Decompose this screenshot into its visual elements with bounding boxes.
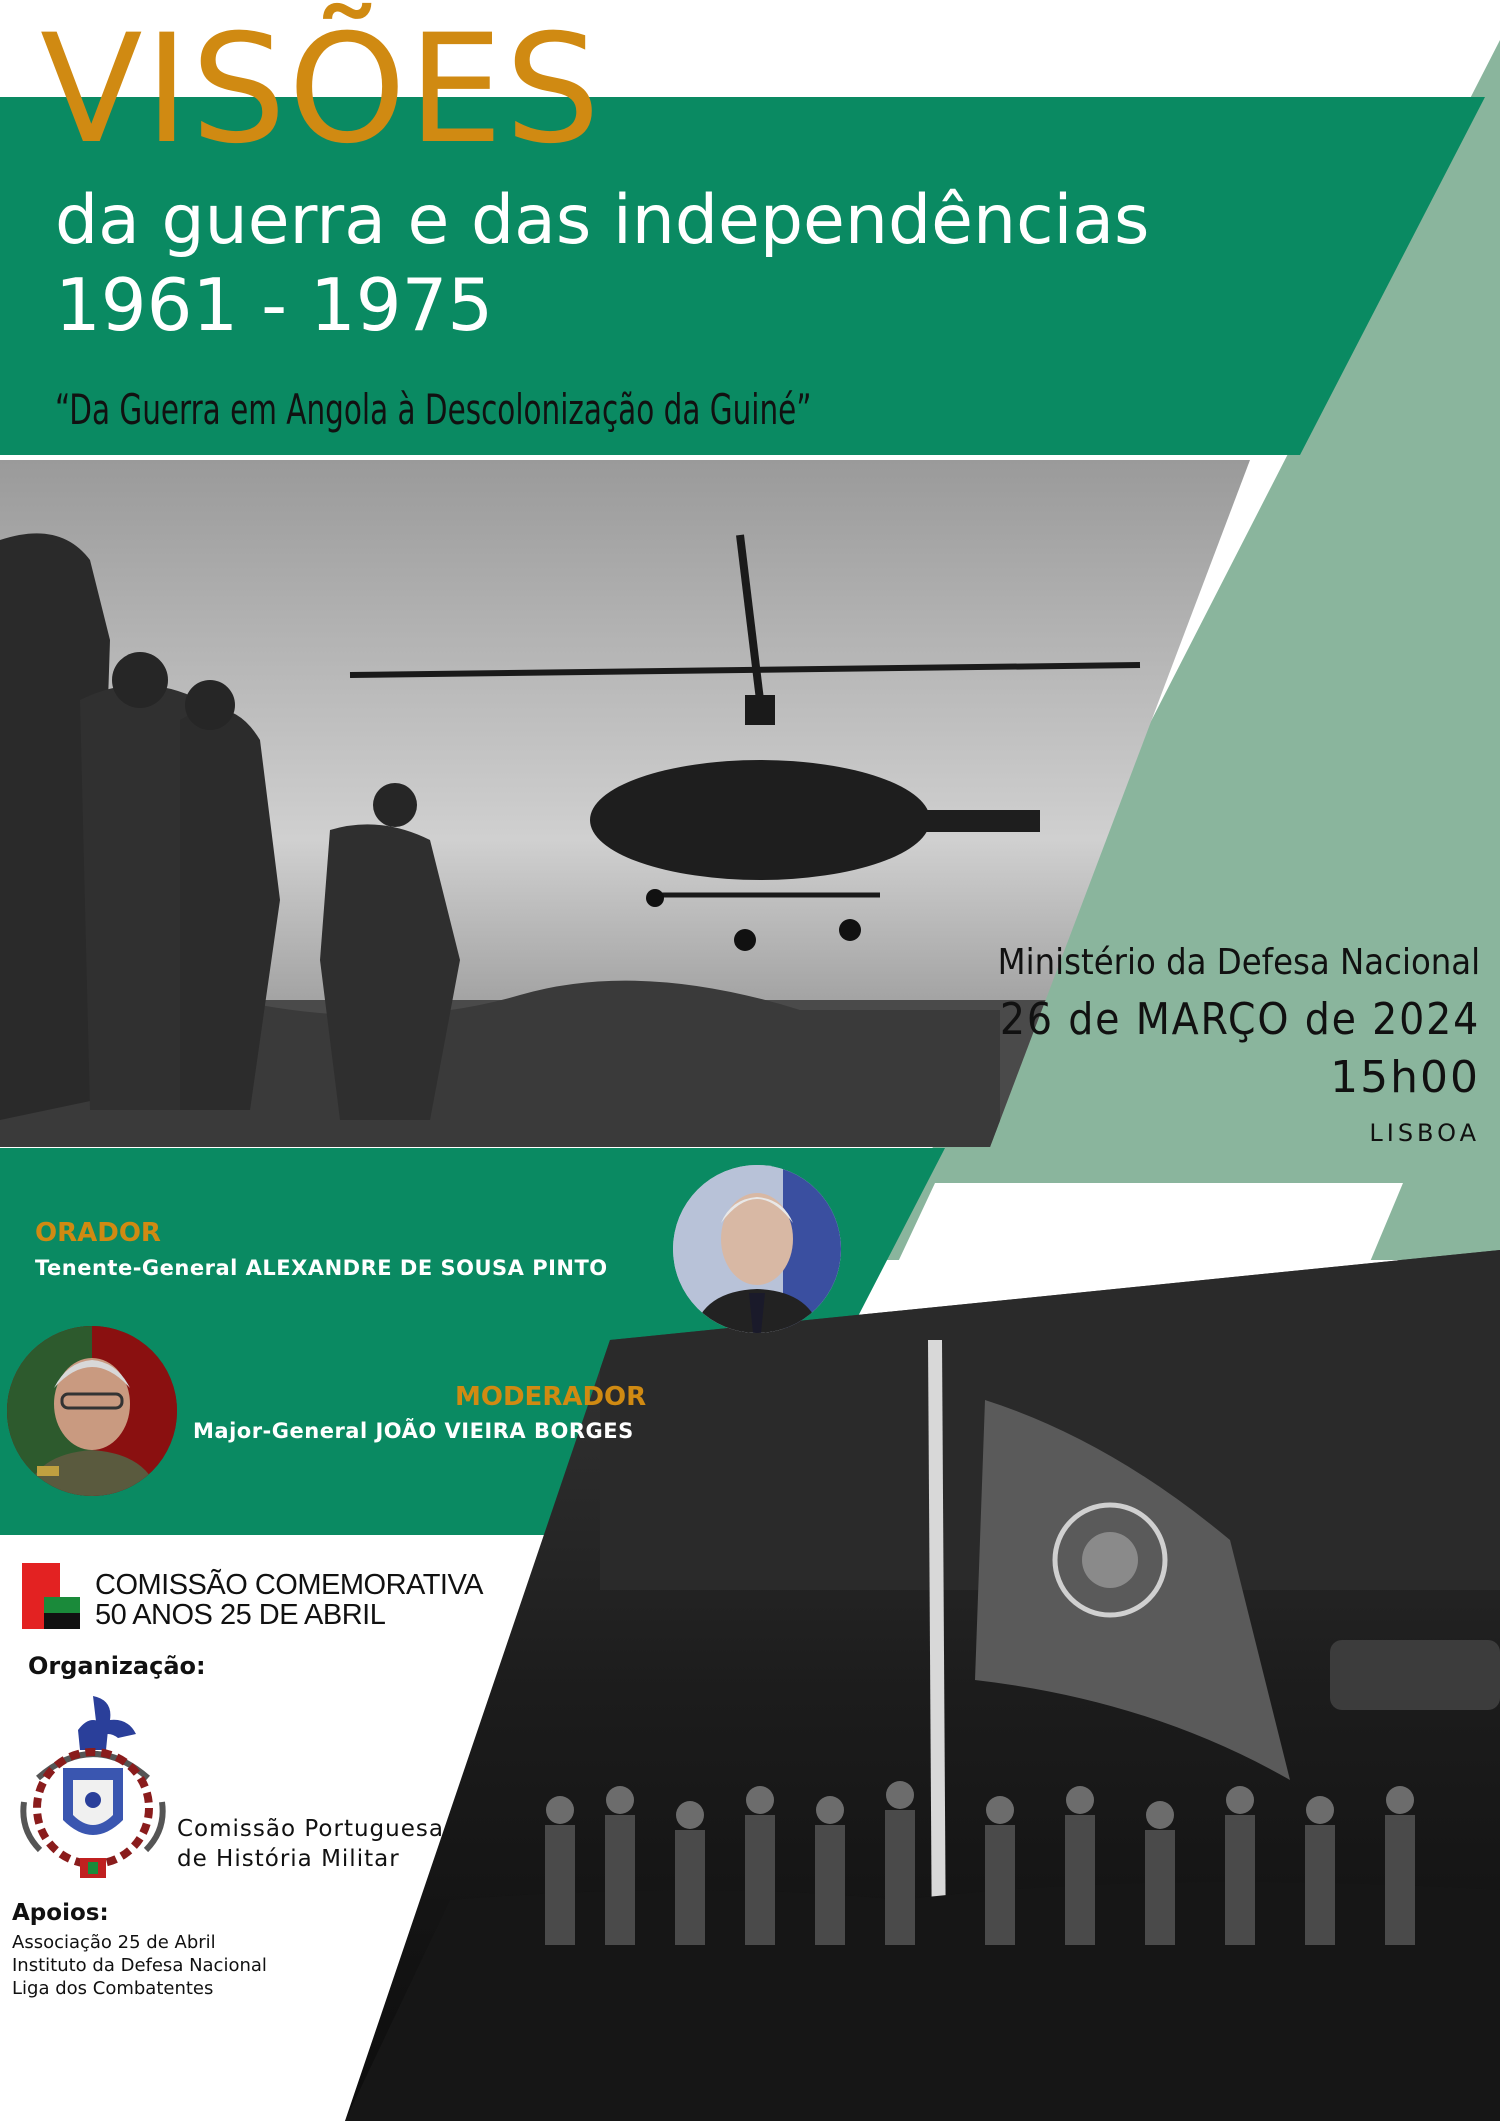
venue-block	[944, 935, 1480, 1155]
moderador-avatar	[7, 1326, 177, 1496]
moderador-label: MODERADOR	[455, 1382, 647, 1412]
commission-logo-icon	[22, 1563, 82, 1631]
commission-name	[95, 1570, 483, 1630]
venue-place: Ministério da Defesa Nacional	[997, 942, 1480, 983]
orador-name: ALEXANDRE DE SOUSA PINTO	[245, 1256, 608, 1280]
commission-line1: COMISSÃO COMEMORATIVA	[95, 1569, 484, 1601]
poster-quote: “Da Guerra em Angola à Descolonização da Guiné”	[55, 385, 812, 434]
apoios-item: Instituto da Defesa Nacional	[12, 1955, 267, 1976]
orador-avatar	[673, 1165, 841, 1333]
organizacao-label: Organização:	[28, 1652, 206, 1680]
venue-date: 26 de MARÇO de 2024	[999, 994, 1480, 1045]
moderador-person	[193, 1419, 634, 1443]
moderador-rank: Major-General	[193, 1419, 368, 1443]
orador-label: ORADOR	[35, 1218, 161, 1248]
cphm-crest-icon	[18, 1690, 168, 1880]
moderador-name: JOÃO VIEIRA BORGES	[375, 1419, 634, 1443]
cphm-line2: de História Militar	[177, 1846, 400, 1872]
cphm-line1: Comissão Portuguesa	[177, 1816, 444, 1842]
venue-city: LISBOA	[1369, 1119, 1480, 1147]
cphm-name	[177, 1814, 444, 1874]
apoios-label: Apoios:	[12, 1900, 109, 1926]
orador-person	[35, 1256, 608, 1280]
poster-title: VISÕES	[40, 3, 603, 177]
commission-line2: 50 ANOS 25 DE ABRIL	[95, 1599, 386, 1631]
venue-time: 15h00	[1330, 1052, 1480, 1103]
orador-rank: Tenente-General	[35, 1256, 238, 1280]
poster-subtitle: da guerra e das independências	[55, 181, 1150, 260]
apoios-list	[12, 1931, 267, 2000]
apoios-item: Liga dos Combatentes	[12, 1978, 214, 1999]
apoios-item: Associação 25 de Abril	[12, 1932, 216, 1953]
poster-years: 1961 - 1975	[55, 263, 494, 347]
